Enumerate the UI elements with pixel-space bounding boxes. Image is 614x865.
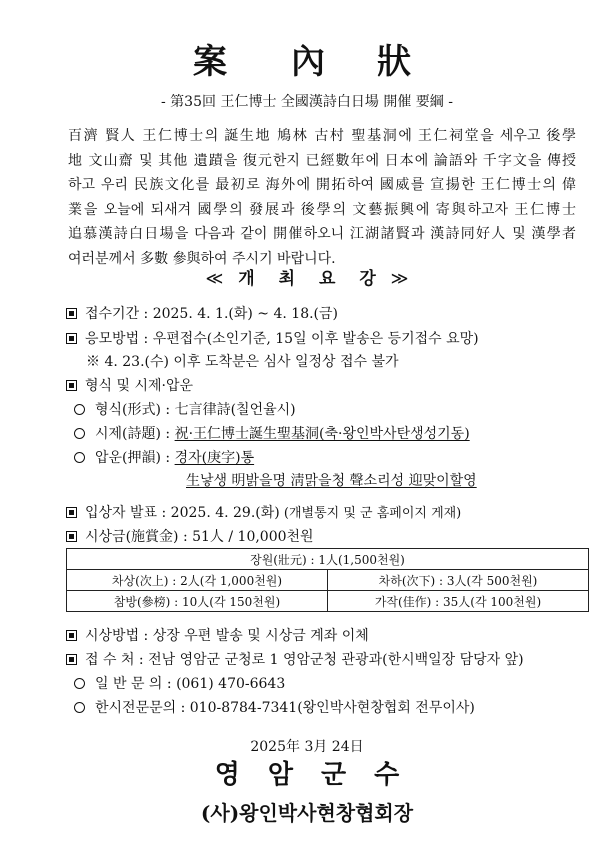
intro-line: 地 文山齋 및 其他 遺蹟을 復元한지 已經數年에 日本에 論語와 千字文을 傳授 [68, 152, 576, 169]
expert-inquiry: 한시전문문의 : 010-8784-7341(왕인박사현창협회 전무이사) [95, 700, 475, 716]
reception-address-row [66, 651, 524, 669]
prize-cell: 가작(佳作) : 35人(각 100천원) [328, 591, 589, 612]
heading-right-bracket: ≫ [390, 269, 409, 289]
poem-title-value: 祝·王仁博士誕生聖基洞(축·왕인박사탄생성기동) [174, 426, 470, 442]
prize-heading-row [66, 528, 314, 546]
poem-title-label: 시제(詩題) : [95, 426, 175, 442]
title-char: 狀 [377, 42, 411, 82]
prize-cell: 차상(次上) : 2人(각 1,000천원) [67, 570, 328, 591]
table-row [67, 591, 589, 612]
subtitle: - 第35回 王仁博士 全國漢詩白日場 開催 要綱 - [161, 94, 453, 110]
org-char: 수 [374, 760, 400, 790]
org-char: 영 [214, 760, 240, 790]
prize-cell-top: 장원(壯元) : 1人(1,500천원) [67, 549, 589, 570]
form-label: 형식(形式) : [95, 402, 175, 418]
form-row [74, 401, 296, 419]
reception-period-row [66, 305, 338, 323]
square-bullet-icon [66, 531, 77, 542]
heading-char: 강 [359, 269, 376, 289]
prize-cell: 참방(參榜) : 10人(각 150천원) [67, 591, 328, 612]
square-bullet-icon [66, 630, 77, 641]
rhyme-row [74, 449, 254, 467]
reception-period: 접수기간 : 2025. 4. 1.(화) ~ 4. 18.(금) [85, 306, 339, 322]
square-bullet-icon [66, 654, 77, 665]
square-bullet-icon [66, 507, 77, 518]
announcement-row [66, 504, 461, 523]
rhyme-words-text: 生낳생 明밝을명 淸맑을청 聲소리성 迎맞이할영 [186, 473, 477, 489]
award-method-row [66, 627, 369, 645]
intro-line: 하고 우리 民族文化를 最初로 海外에 開拓하여 國威를 宣揚한 王仁博士의 偉 [68, 177, 576, 193]
intro-line: 業을 오늘에 되새겨 國學의 發展과 後學의 文藝振興에 寄與하고자 王仁博士 [68, 201, 576, 218]
prize-heading: 시상금(施賞金) : 51人 / 10,000천원 [85, 529, 314, 545]
org-char: 군 [321, 760, 347, 790]
title-char: 案 [193, 42, 227, 82]
intro-line: 百濟 賢人 王仁博士의 誕生地 鳩林 古村 聖基洞에 王仁祠堂을 세우고 後學 [68, 128, 576, 144]
circle-bullet-icon [74, 702, 85, 713]
section-heading [0, 268, 614, 290]
circle-bullet-icon [74, 404, 85, 415]
prize-cell: 차하(次下) : 3人(각 500천원) [328, 570, 589, 591]
form-value: 七言律詩(칠언율시) [174, 402, 296, 418]
application-note: ※ 4. 23.(수) 이후 도착분은 심사 일정상 접수 불가 [86, 354, 399, 370]
expert-inquiry-row [74, 699, 475, 717]
heading-char: 요 [318, 269, 336, 289]
organization-name [0, 758, 614, 792]
announcement-note: (개별통지 및 군 홈페이지 게재) [279, 506, 462, 521]
rhyme-value: 경자(庚字)통 [174, 450, 255, 466]
heading-char: 최 [278, 269, 296, 289]
rhyme-label: 압운(押韻) : [95, 450, 175, 466]
intro-paragraph [68, 124, 576, 271]
circle-bullet-icon [74, 428, 85, 439]
poem-title-row [74, 425, 470, 443]
table-row [67, 549, 589, 570]
general-inquiry: 일 반 문 의 : (061) 470-6643 [95, 676, 286, 692]
general-inquiry-row [74, 675, 285, 693]
square-bullet-icon [66, 380, 77, 391]
rhyme-words [186, 472, 477, 490]
format-heading-row [66, 377, 193, 395]
heading-char: 개 [238, 269, 255, 289]
circle-bullet-icon [74, 452, 85, 463]
square-bullet-icon [66, 308, 77, 319]
circle-bullet-icon [74, 678, 85, 689]
reception-address: 접 수 처 : 전남 영암군 군청로 1 영암군청 관광과(한시백일장 담당자 앞) [85, 652, 524, 668]
announcement-main: 입상자 발표 : 2025. 4. 29.(화) [85, 505, 280, 521]
heading-left-bracket: ≪ [205, 269, 224, 289]
format-heading: 형식 및 시제·압운 [85, 378, 194, 394]
prize-table [66, 548, 589, 612]
table-row [67, 570, 589, 591]
application-method-row [66, 330, 479, 348]
award-method: 시상방법 : 상장 우편 발송 및 시상금 계좌 이체 [85, 628, 369, 644]
title-char: 內 [291, 42, 325, 82]
square-bullet-icon [66, 333, 77, 344]
document-date: 2025年 3月 24日 [250, 739, 364, 755]
intro-line: 追慕漢詩白日場을 다음과 같이 開催하오니 江湖諸賢과 漢詩同好人 및 漢學者 [68, 226, 576, 242]
association-name: (사)왕인박사현창협회장 [200, 801, 414, 825]
org-char: 암 [267, 760, 293, 790]
intro-line: 여러분께서 多數 參與하여 주시기 바랍니다. [68, 250, 336, 267]
application-method: 응모방법 : 우편접수(소인기준, 15일 이후 발송은 등기접수 요망) [85, 331, 479, 347]
